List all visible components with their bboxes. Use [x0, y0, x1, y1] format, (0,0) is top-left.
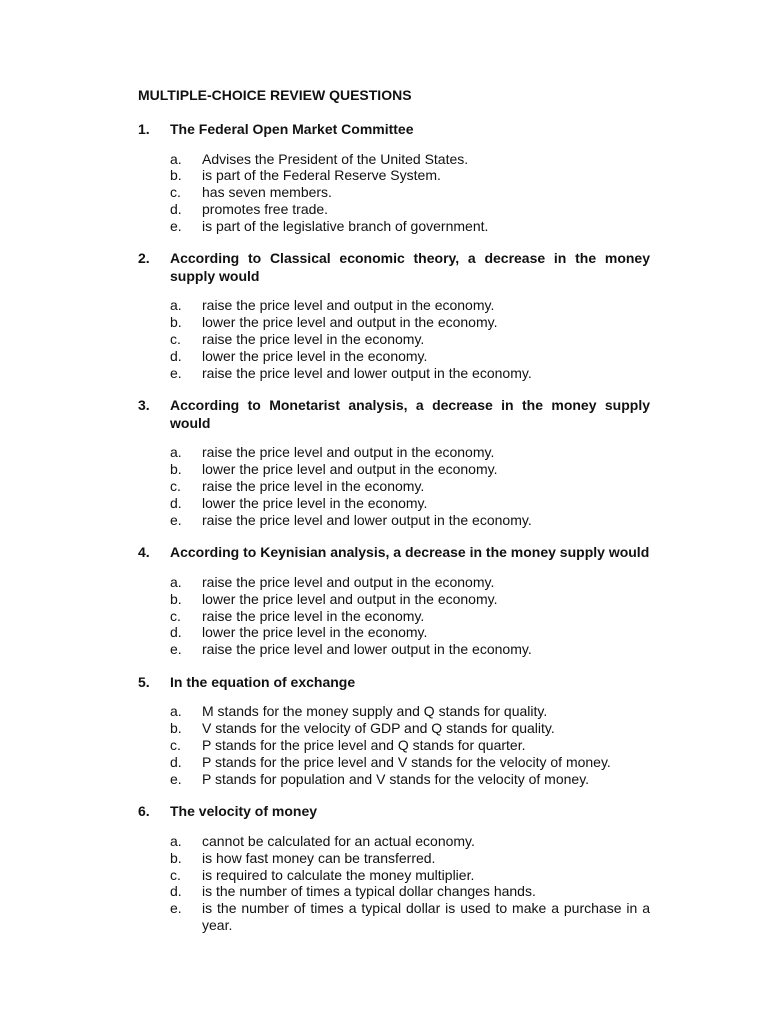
option-text: P stands for population and V stands for the velocity of money. [202, 770, 590, 787]
answer-option [170, 574, 650, 591]
option-letter: d. [170, 753, 182, 770]
question-number: 1. [138, 121, 150, 137]
answer-options [138, 833, 650, 934]
option-text: lower the price level in the economy. [202, 347, 428, 364]
answer-option [170, 833, 650, 850]
option-text: raise the price level and output in the economy. [202, 444, 495, 461]
question-text: According to Keynisian analysis, a decrease in the money supply would [170, 544, 650, 561]
answer-option [170, 348, 650, 365]
question-list [138, 121, 650, 934]
answer-option [170, 754, 650, 771]
question-5 [138, 674, 650, 787]
option-text: is part of the Federal Reserve System. [202, 167, 441, 184]
answer-option [170, 608, 650, 625]
option-text: is how fast money can be transferred. [202, 849, 436, 866]
option-letter: c. [170, 866, 181, 883]
answer-option [170, 167, 650, 184]
answer-option [170, 720, 650, 737]
option-text: raise the price level and output in the economy. [202, 573, 495, 590]
option-text: lower the price level and output in the economy. [202, 461, 498, 478]
option-letter: d. [170, 494, 182, 511]
option-text: P stands for the price level and Q stands for quarter. [202, 737, 526, 754]
question-6 [138, 803, 650, 933]
option-letter: c. [170, 737, 181, 754]
option-letter: c. [170, 331, 181, 348]
question-number: 6. [138, 803, 150, 820]
answer-option [170, 867, 650, 884]
question-2 [138, 250, 650, 381]
answer-option [170, 495, 650, 512]
question-heading [138, 803, 650, 821]
question-heading [138, 544, 650, 562]
answer-option [170, 461, 650, 478]
answer-options [138, 151, 650, 235]
answer-option [170, 478, 650, 495]
question-text: The Federal Open Market Committee [170, 121, 414, 137]
option-letter: e. [170, 900, 182, 917]
option-letter: b. [170, 590, 182, 607]
question-heading [138, 674, 650, 692]
option-text: is part of the legislative branch of government. [202, 217, 489, 234]
option-text: raise the price level and lower output in the economy. [202, 641, 532, 658]
answer-option [170, 314, 650, 331]
option-letter: d. [170, 624, 182, 641]
question-heading [138, 121, 650, 139]
option-letter: b. [170, 849, 182, 866]
page-title: MULTIPLE-CHOICE REVIEW QUESTIONS [138, 87, 412, 103]
option-letter: e. [170, 770, 182, 787]
option-letter: b. [170, 720, 182, 737]
answer-option [170, 365, 650, 382]
answer-option [170, 624, 650, 641]
document-page [138, 87, 650, 950]
option-letter: b. [170, 461, 182, 478]
question-text: According to Monetarist analysis, a decrease in the money supply would [170, 397, 650, 431]
option-text: has seven members. [202, 184, 332, 201]
option-letter: a. [170, 832, 182, 849]
option-text: raise the price level in the economy. [202, 607, 425, 624]
answer-option [170, 201, 650, 218]
option-text: is the number of times a typical dollar is used to make a purchase in a year. [202, 900, 650, 933]
answer-options [138, 703, 650, 787]
question-1 [138, 121, 650, 234]
answer-option [170, 641, 650, 658]
answer-option [170, 591, 650, 608]
option-text: is the number of times a typical dollar changes hands. [202, 883, 536, 900]
answer-option [170, 331, 650, 348]
answer-option [170, 703, 650, 720]
answer-option [170, 218, 650, 235]
option-text: lower the price level and output in the economy. [202, 314, 498, 331]
question-heading [138, 397, 650, 432]
option-text: raise the price level in the economy. [202, 331, 425, 348]
option-text: lower the price level in the economy. [202, 494, 428, 511]
question-text: In the equation of exchange [170, 673, 356, 690]
option-text: is required to calculate the money multiplier. [202, 866, 475, 883]
option-text: cannot be calculated for an actual economy. [202, 832, 475, 849]
option-text: V stands for the velocity of GDP and Q stands for quality. [202, 720, 555, 737]
option-letter: a. [170, 703, 182, 720]
question-number: 5. [138, 673, 150, 690]
option-text: lower the price level in the economy. [202, 624, 428, 641]
answer-option [170, 512, 650, 529]
answer-options [138, 297, 650, 381]
question-number: 4. [138, 544, 150, 561]
question-number: 2. [138, 250, 150, 267]
question-text: The velocity of money [170, 803, 318, 820]
option-text: M stands for the money supply and Q stands for quality. [202, 703, 548, 720]
option-letter: e. [170, 641, 182, 658]
option-text: P stands for the price level and V stands for the velocity of money. [202, 753, 611, 770]
option-text: raise the price level and output in the economy. [202, 297, 495, 314]
option-letter: d. [170, 883, 182, 900]
option-text: raise the price level in the economy. [202, 478, 425, 495]
answer-option [170, 297, 650, 314]
question-4 [138, 544, 650, 657]
answer-option [170, 883, 650, 900]
question-text: According to Classical economic theory, a decrease in the money supply would [170, 250, 650, 284]
option-text: lower the price level and output in the economy. [202, 590, 498, 607]
option-letter: c. [170, 184, 181, 201]
option-letter: c. [170, 607, 181, 624]
option-letter: e. [170, 511, 182, 528]
option-letter: b. [170, 167, 182, 184]
answer-option [170, 184, 650, 201]
option-letter: e. [170, 217, 182, 234]
option-letter: a. [170, 444, 182, 461]
option-letter: d. [170, 200, 182, 217]
question-3 [138, 397, 650, 528]
question-heading [138, 250, 650, 285]
option-letter: a. [170, 297, 182, 314]
option-text: Advises the President of the United States. [202, 150, 469, 167]
answer-options [138, 574, 650, 658]
option-letter: a. [170, 573, 182, 590]
answer-option [170, 737, 650, 754]
option-letter: b. [170, 314, 182, 331]
question-number: 3. [138, 397, 150, 414]
option-letter: c. [170, 478, 181, 495]
option-text: raise the price level and lower output in the economy. [202, 511, 532, 528]
option-letter: e. [170, 364, 182, 381]
answer-option [170, 771, 650, 788]
answer-option [170, 151, 650, 168]
answer-option [170, 900, 650, 934]
option-letter: a. [170, 150, 182, 167]
answer-option [170, 444, 650, 461]
answer-options [138, 444, 650, 528]
option-text: promotes free trade. [202, 200, 329, 217]
option-letter: d. [170, 347, 182, 364]
answer-option [170, 850, 650, 867]
option-text: raise the price level and lower output in the economy. [202, 364, 532, 381]
